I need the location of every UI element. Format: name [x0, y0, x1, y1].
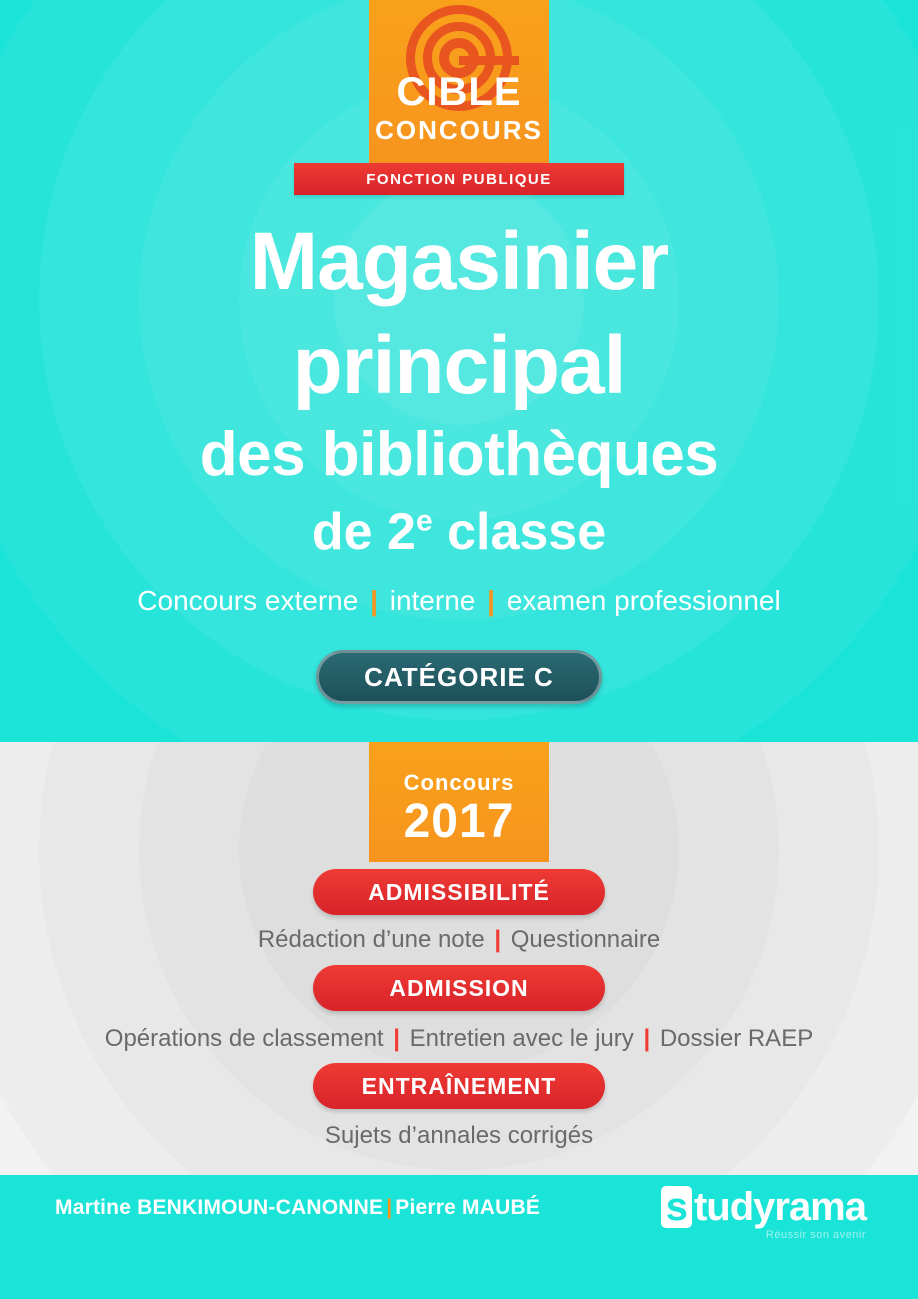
section-2-item-2: Entretien avec le jury [409, 1025, 634, 1052]
exam-types-subtitle [0, 583, 918, 619]
section-desc-admission [0, 1024, 918, 1054]
section-2-item-1: Opérations de classement [104, 1025, 384, 1052]
exam-type-2: interne [389, 585, 476, 616]
section-1-item-1: Rédaction d’une note [257, 926, 485, 953]
section-2-separator-1: | [393, 1025, 400, 1052]
section-pill-admission: ADMISSION [313, 965, 605, 1011]
section-pill-admissibilite: ADMISSIBILITÉ [313, 869, 605, 915]
section-pill-entrainement: ENTRAÎNEMENT [313, 1063, 605, 1109]
subtitle-separator-1: | [370, 585, 378, 616]
title-line-3: des bibliothèques [199, 420, 719, 489]
subtitle-separator-2: | [487, 585, 495, 616]
publisher-initial: s [661, 1186, 692, 1228]
title-line-2: principal [292, 320, 626, 411]
section-desc-entrainement [0, 1121, 918, 1151]
category-badge: CATÉGORIE C [316, 650, 602, 704]
publisher-tagline: Réussir son avenir [765, 1229, 866, 1241]
title-line-4-suffix: classe [432, 503, 607, 561]
publisher-name-rest: tudyrama [693, 1185, 866, 1229]
section-2-item-3: Dossier RAEP [659, 1025, 814, 1052]
session-label: Concours [403, 770, 515, 795]
section-desc-admissibilite [0, 925, 918, 955]
author-2: Pierre MAUBÉ [395, 1196, 541, 1219]
category-ribbon: FONCTION PUBLIQUE [294, 163, 624, 195]
section-1-separator-1: | [494, 926, 502, 953]
section-1-item-2: Questionnaire [510, 926, 661, 953]
authors-line [55, 1196, 540, 1220]
collection-name: CIBLE [396, 70, 522, 114]
exam-type-1: Concours externe [137, 585, 359, 616]
title-line-4-prefix: de 2 [311, 503, 416, 561]
section-2-separator-2: | [643, 1025, 651, 1052]
publisher-name [661, 1186, 866, 1228]
title-line-4 [0, 502, 918, 562]
publisher-logo [661, 1186, 866, 1242]
collection-subname: CONCOURS [375, 115, 543, 145]
exam-type-3: examen professionnel [506, 585, 781, 616]
author-1: Martine BENKIMOUN-CANONNE [55, 1196, 384, 1219]
session-year: 2017 [403, 795, 515, 848]
section-3-item-1: Sujets d’annales corrigés [324, 1122, 594, 1149]
title-line-4-sup: e [415, 504, 433, 538]
authors-separator: | [386, 1196, 393, 1219]
title-line-1: Magasinier [249, 216, 669, 307]
